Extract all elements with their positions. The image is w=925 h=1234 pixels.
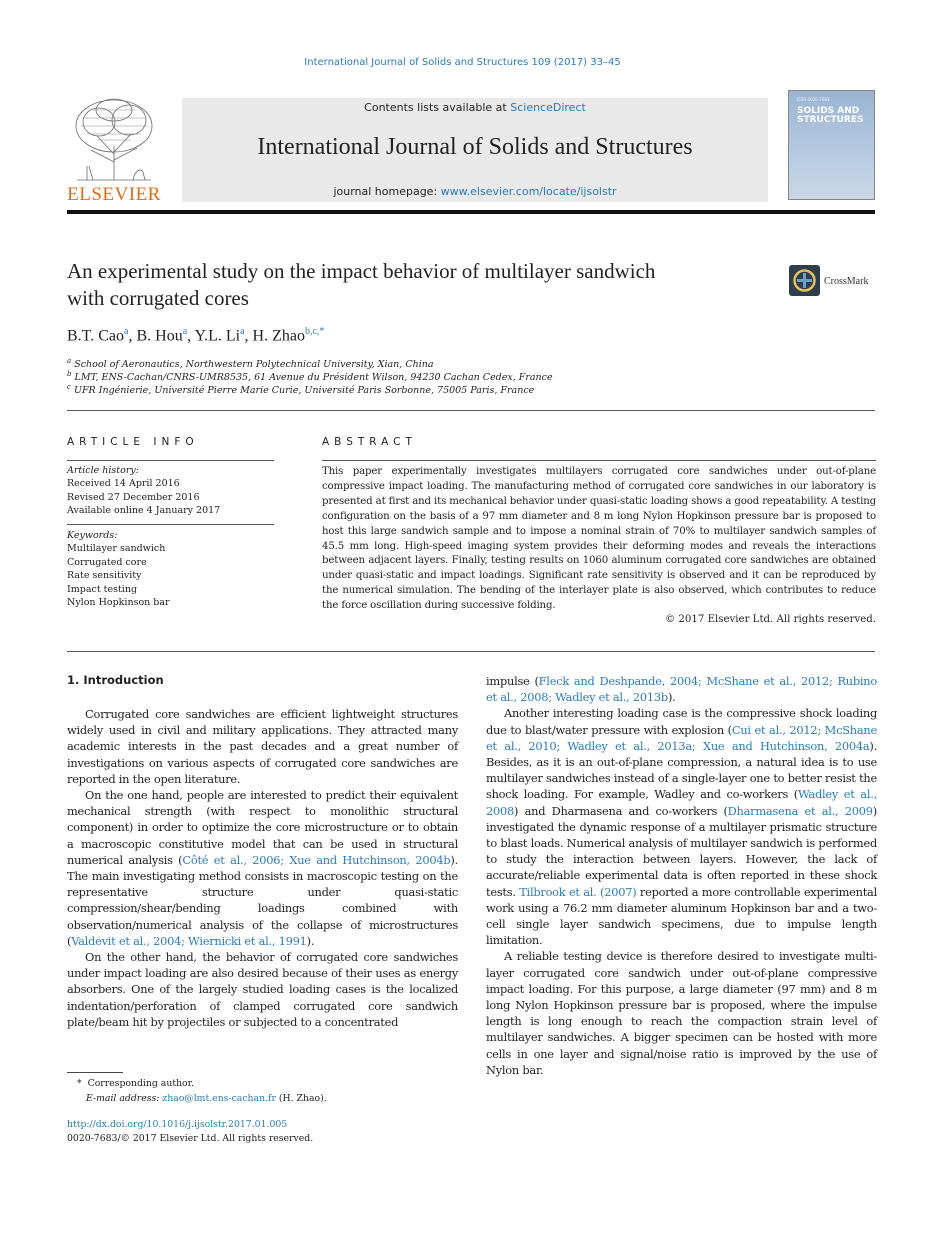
citation-link[interactable]: Tilbrook et al. (2007) (519, 884, 637, 899)
journal-header-box (182, 98, 768, 202)
citation-link[interactable]: Côté et al., 2006; Xue and Hutchinson, 2004b (182, 852, 451, 867)
sciencedirect-link[interactable]: ScienceDirect (510, 101, 586, 114)
affiliation: $^c$ UFR Ingénierie, Université Pierre Marie Curie, Université Paris Sorbonne, 75005 Paris, France (67, 383, 535, 397)
abstract-heading: ABSTRACT (322, 436, 417, 448)
citation-link[interactable]: Valdevit et al., 2004; Wiernicki et al., 1991 (71, 933, 307, 948)
author-name: B.T. Cao (67, 327, 125, 345)
body-column-right (486, 673, 877, 1078)
keyword: Impact testing (67, 583, 138, 595)
keyword: Multilayer sandwich (67, 543, 166, 555)
paragraph: impulse (Fleck and Deshpande, 2004; McShane et al., 2012; Rubino et al., 2008; Wadley et al., 2013b). (486, 674, 877, 705)
issn-line: 0020-7683/© 2017 Elsevier Ltd. All rights reserved. (67, 1133, 314, 1144)
journal-homepage-link[interactable]: www.elsevier.com/locate/ijsolstr (440, 185, 617, 198)
email-note: E-mail address: zhao@lmt.ens-cachan.fr (H. Zhao). (86, 1093, 327, 1104)
email-link[interactable]: zhao@lmt.ens-cachan.fr (162, 1093, 276, 1104)
abstract-text: This paper experimentally investigates multilayers corrugated core sandwiches under out-of-plane compressive impact loading. The manufacturing method of corrugated core sandwiches in our laboratory is presented at first and its mechanical behavior under quasi-static loading shows a good repeatability. A testing configuration on the basis of a 97 mm diameter and 8 m long Nylon Hopkinson pressure bar is proposed to host this large sandwich sample and to impose a nominal strain of 70% to multilayer sandwich samples of 45.5 mm long. High-speed imaging system provides their deforming modes and reveals the interactions between adjacent layers. Finally, testing results on 1060 aluminum corrugated core sandwiches are obtained under quasi-static and impact loadings. Significant rate sensitivity is observed and it can be reproduced by the numerical simulation. The bending of the interlayer plate is also observed, which contributes to reduce the force oscillation during successive folding. (322, 466, 876, 612)
crossmark-icon[interactable] (789, 265, 820, 296)
cover-small-text: ISSN 0020-7683 (797, 97, 830, 102)
article-title: An experimental study on the impact behavior of multilayer sandwich with corrugated cores (67, 259, 656, 310)
abstract-copyright: © 2017 Elsevier Ltd. All rights reserved. (664, 614, 876, 625)
paragraph: On the other hand, the behavior of corrugated core sandwiches under impact loading are also desired because of their uses as energy absorbers. One of the largely studied loading cases is the localized indentation/perforation of clamped corrugated core sandwich plate/beam hit by projectiles or subjected to a concentrated (67, 950, 458, 1029)
author-list: B.T. Cao$^a$, B. Hou$^a$, Y.L. Li$^a$, H. Zhao$^{b,c,*}$ (67, 326, 325, 345)
author-name: B. Hou (136, 327, 183, 345)
journal-title: International Journal of Solids and Structures (257, 134, 693, 160)
homepage-line: journal homepage: www.elsevier.com/locate/ijsolstr (333, 185, 617, 198)
elsevier-wordmark: ELSEVIER (67, 184, 161, 205)
doi-link[interactable]: http://dx.doi.org/10.1016/j.ijsolstr.2017.01.005 (67, 1119, 288, 1130)
affiliation: $^a$ School of Aeronautics, Northwestern Polytechnical University, Xian, China (67, 357, 434, 371)
abstract-divider (322, 460, 876, 461)
author-affil-sup[interactable]: a (124, 326, 129, 337)
keyword: Rate sensitivity (67, 570, 142, 582)
footnote-divider (67, 1072, 123, 1073)
keyword: Corrugated core (67, 556, 147, 568)
journal-citation-link[interactable]: International Journal of Solids and Structures 109 (2017) 33–45 (304, 57, 621, 68)
cover-title: SOLIDS AND STRUCTURES (797, 106, 864, 125)
paragraph: A reliable testing device is therefore desired to investigate multi-layer corrugated core sandwich under out-of-plane compressive impact loading. For this purpose, a large diameter (97 mm) and 8 m long Nylon Hopkinson pressure bar is proposed, where the impulse length is long enough to reach the compaction strain level of multilayer sandwiches. A bigger specimen can be hosted with more cells in one layer and signal/noise ratio is improved by the use of Nylon bar. (486, 949, 877, 1077)
citation-link[interactable]: Wadley et al., 2008 (486, 787, 877, 818)
header-divider (67, 210, 875, 214)
citation-link[interactable]: Fleck and Deshpande, 2004; McShane et al., 2012; Rubino et al., 2008; Wadley et al., 2013b (486, 674, 877, 705)
journal-cover-thumbnail[interactable] (788, 90, 875, 200)
paragraph: On the one hand, people are interested to predict their equivalent mechanical strength (with respect to monolithic structural component) in order to optimize the core microstructure or to obtain a macroscopic constitutive model that can be used in structural numerical analysis (Côté et al., 2006; Xue and Hutchinson, 2004b). The main investigating method consists in macroscopic testing on the representative structure under quasi-static compression/shear/bending loadings combined with observation/numerical analysis of the collapse of microstructures (Valdevit et al., 2004; Wiernicki et al., 1991). (67, 788, 458, 948)
citation-link[interactable]: Dharmasena et al., 2009 (727, 803, 873, 818)
body-column-left (67, 706, 458, 1030)
info-divider (67, 524, 274, 525)
article-history: Article history: Received 14 April 2016 Revised 27 December 2016 Available online 4 January 2017 (67, 465, 221, 517)
title-divider (67, 410, 875, 411)
paragraph: Another interesting loading case is the compressive shock loading due to blast/water pressure with explosion (Cui et al., 2012; McShane et al., 2010; Wadley et al., 2013a; Xue and Hutchinson, 2004a). Besides, as it is an out-of-plane compression, a natural idea is to use multilayer sandwiches instead of a single-layer one to better resist the shock loading. For example, Wadley and co-workers (Wadley et al., 2008) and Dharmasena and co-workers (Dharmasena et al., 2009) investigated the dynamic response of a multilayer prismatic structure to blast loads. Numerical analysis of multilayer sandwich is performed to study the interaction between layers. However, the lack of accurate/reliable experimental data is often reported in these shock tests. Tilbrook et al. (2007) reported a more controllable experimental work using a 76.2 mm diameter aluminum Hopkinson bar and a two-cell single layer sandwich specimens, due to impulse length limitation. (486, 706, 877, 948)
affiliation: $^b$ LMT, ENS-Cachan/CNRS-UMR8535, 61 Avenue du Président Wilson, 94230 Cachan Cedex, France (67, 370, 553, 384)
author-name: Y.L. Li (194, 327, 241, 345)
author-affil-sup[interactable]: a (240, 326, 245, 337)
contents-line: Contents lists available at ScienceDirect (364, 101, 586, 114)
paragraph: Corrugated core sandwiches are efficient lightweight structures widely used in civil and military applications. They attracted many academic interests in the past decades and a great number of investigations on various aspects of corrugated core sandwiches are reported in the open literature. (67, 707, 458, 786)
keyword: Nylon Hopkinson bar (67, 597, 170, 609)
article-info-heading: ARTICLE INFO (67, 436, 199, 448)
citation-link[interactable]: Cui et al., 2012; McShane et al., 2010; Wadley et al., 2013a; Xue and Hutchinson, 2004a (486, 722, 877, 753)
author-affil-sup[interactable]: b,c,* (304, 326, 325, 337)
abstract-bottom-divider (67, 651, 875, 652)
author-affil-sup[interactable]: a (182, 326, 188, 337)
corresponding-author-note: * Corresponding author. (77, 1078, 195, 1089)
info-divider (67, 460, 274, 461)
keywords: Keywords: Multilayer sandwich Corrugated core Rate sensitivity Impact testing Nylon Hopkinson bar (67, 530, 170, 609)
author-name: H. Zhao (252, 327, 305, 345)
section-heading: 1. Introduction (67, 673, 164, 687)
crossmark-label[interactable]: CrossMark (824, 276, 869, 287)
